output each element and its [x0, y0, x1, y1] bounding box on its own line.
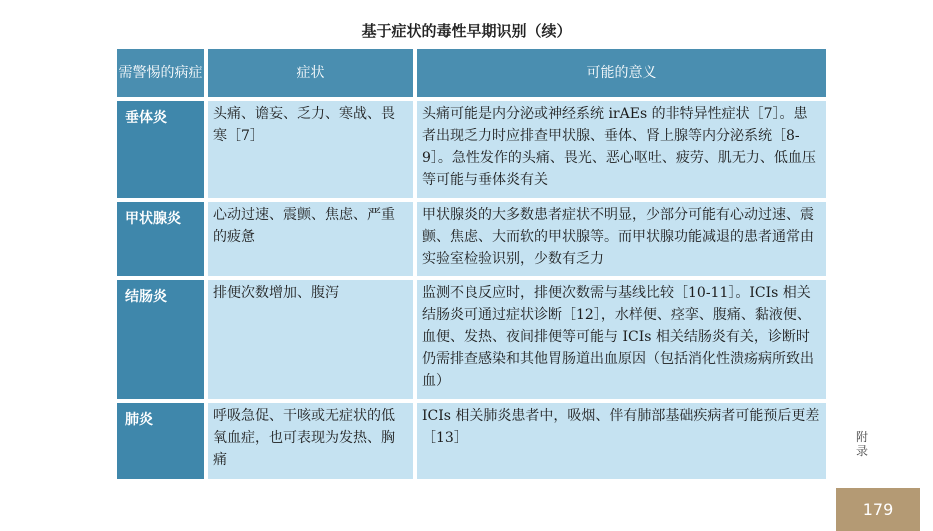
page-number: 179 [836, 488, 920, 531]
symptoms-cell: 呼吸急促、干咳或无症状的低氧血症，也可表现为发热、胸痛 [208, 403, 413, 479]
page-title: 基于症状的毒性早期识别（续） [361, 22, 572, 40]
toxicity-table [117, 49, 826, 483]
meaning-cell: 头痛可能是内分泌或神经系统 irAEs 的非特异性症状［7］。患者出现乏力时应排查甲状腺、垂体、肾上腺等内分泌系统［8-9］。急性发作的头痛、畏光、恶心呕吐、疲劳、肌无力、低血压等可能与垂体炎有关 [417, 101, 826, 198]
appendix-side-label: 附录 [855, 430, 868, 458]
symptoms-cell: 心动过速、震颤、焦虑、严重的疲惫 [208, 202, 413, 276]
meaning-cell: ICIs 相关肺炎患者中，吸烟、伴有肺部基础疾病者可能预后更差［13］ [417, 403, 826, 479]
table-row [117, 280, 826, 399]
table-row [117, 403, 826, 479]
table-header-row [117, 49, 826, 97]
symptoms-cell: 头痛、谵妄、乏力、寒战、畏寒［7］ [208, 101, 413, 198]
disease-cell: 垂体炎 [117, 101, 204, 198]
disease-cell: 甲状腺炎 [117, 202, 204, 276]
header-meaning: 可能的意义 [417, 49, 826, 97]
header-symptoms: 症状 [208, 49, 413, 97]
meaning-cell: 监测不良反应时，排便次数需与基线比较［10-11］。ICIs 相关结肠炎可通过症状诊断［12］，水样便、痉挛、腹痛、黏液便、血便、发热、夜间排便等可能与 ICIs 相关结肠炎有关，诊断时仍需排查感染和其他胃肠道出血原因（包括消化性溃疡病所致出血） [417, 280, 826, 399]
header-disease: 需警惕的病症 [117, 49, 204, 97]
table-row [117, 101, 826, 198]
disease-cell: 结肠炎 [117, 280, 204, 399]
meaning-cell: 甲状腺炎的大多数患者症状不明显，少部分可能有心动过速、震颤、焦虑、大而软的甲状腺等。而甲状腺功能减退的患者通常由实验室检验识别，少数有乏力 [417, 202, 826, 276]
table-row [117, 202, 826, 276]
disease-cell: 肺炎 [117, 403, 204, 479]
symptoms-cell: 排便次数增加、腹泻 [208, 280, 413, 399]
